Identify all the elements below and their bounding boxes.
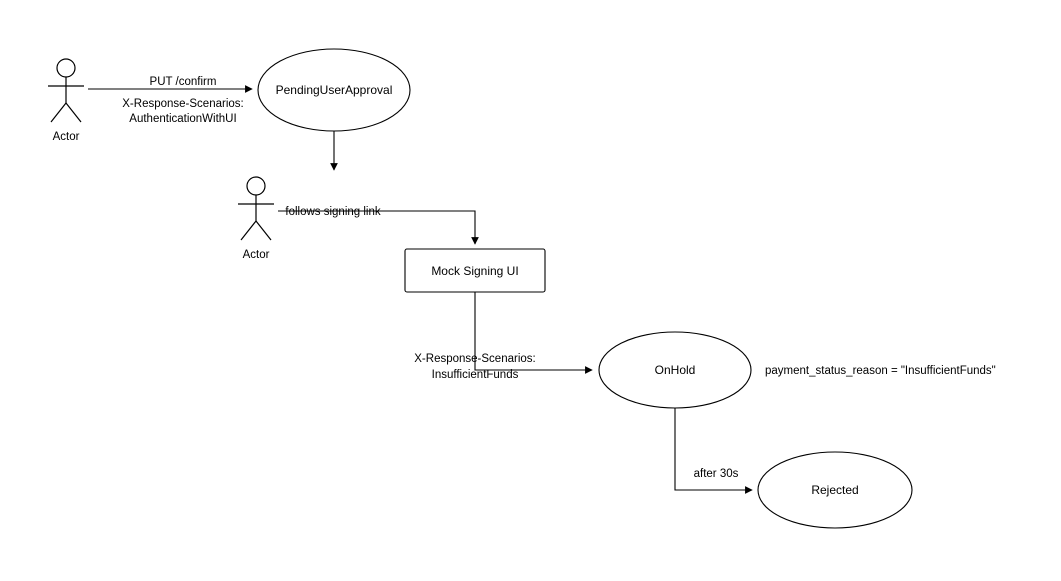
actor-figure-1 bbox=[48, 59, 84, 122]
annotation-payment-status-reason: payment_status_reason = "InsufficientFunds" bbox=[765, 365, 996, 377]
node-onhold-label: OnHold bbox=[654, 363, 696, 377]
edge-label-insufficient-line2: InsufficientFunds bbox=[431, 369, 519, 381]
edge-label-after-30s: after 30s bbox=[693, 468, 739, 480]
edge-label-scenario-header-line2: AuthenticationWithUI bbox=[129, 113, 237, 125]
edge-label-insufficient-line1: X-Response-Scenarios: bbox=[414, 353, 536, 365]
node-rejected-label: Rejected bbox=[811, 483, 859, 497]
actor-label-2: Actor bbox=[242, 249, 270, 261]
node-pending-user-approval-label: PendingUserApproval bbox=[275, 83, 393, 97]
edge-label-put-confirm: PUT /confirm bbox=[149, 76, 217, 88]
edge-label-scenario-header-line1: X-Response-Scenarios: bbox=[122, 98, 244, 110]
edge-label-follows-signing-link: follows signing link bbox=[285, 206, 381, 218]
actor-figure-2 bbox=[238, 177, 274, 240]
actor-label-1: Actor bbox=[52, 131, 80, 143]
node-mock-signing-ui-label: Mock Signing UI bbox=[431, 264, 519, 278]
